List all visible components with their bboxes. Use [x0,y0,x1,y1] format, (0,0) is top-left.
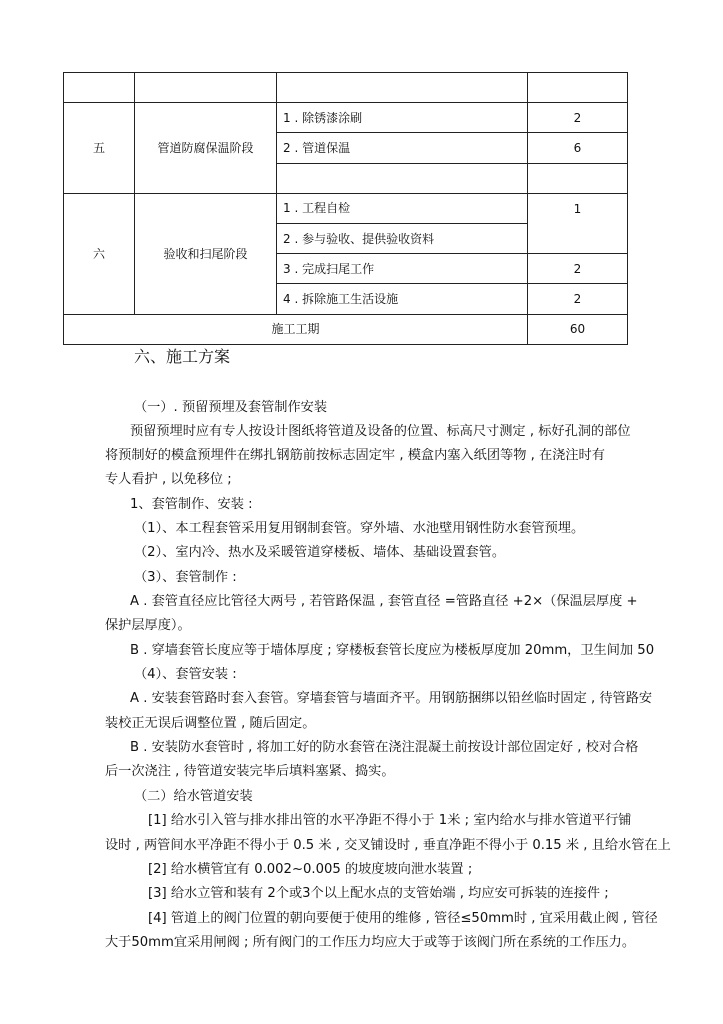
total-days: 60 [528,314,628,344]
paragraph-line: 预留预埋时应有专人按设计图纸将管道及设备的位置、标高尺寸测定 , 标好孔洞的部位 [130,424,631,439]
days-cell: 2 [528,284,628,314]
days-cell: 2 [528,103,628,133]
item-heading: 1、套管制作、安装 : [130,497,253,512]
paragraph-line: B . 穿墙套管长度应等于墙体厚度 ; 穿楼板套管长度应为楼板厚度加 20mm，卫生间加 50 [130,643,655,658]
paragraph-line: 设时 , 两管间水平净距不得小于 0.5 米 , 交叉铺设时 , 垂直净距不得小于 0.15 米 , 且给水管在上 [105,838,671,853]
task-cell: 2 . 管道保温 [277,133,528,163]
subsection-heading: （二）给水管道安装 [134,789,253,804]
task-cell: 1 . 除锈漆涂刷 [277,103,528,133]
section-heading: 六、施工方案 [134,347,231,366]
task-cell: 1 . 工程自检 [277,193,528,223]
table-row [64,314,628,344]
table-row [64,73,628,103]
days-cell: 2 [528,254,628,284]
paragraph-line: 装校正无误后调整位置 , 随后固定。 [105,716,316,731]
paragraph-line: （2）、室内冷、热水及采暖管道穿楼板、墙体、基础设置套管。 [134,545,506,560]
paragraph-line: 将预制好的模盒预埋件在绑扎钢筋前按标志固定牢 , 模盒内塞入纸团等物 , 在浇注时有 [105,448,605,463]
paragraph-line: [2] 给水横管宜有 0.002~0.005 的坡度坡向泄水装置 ; [148,862,473,877]
stage-name: 验收和扫尾阶段 [135,193,277,314]
total-label: 施工工期 [64,314,528,344]
paragraph-line: （1）、本工程套管采用复用钢制套管。穿外墙、水池壁用钢性防水套管预埋。 [134,521,585,536]
paragraph-line: （3）、套管制作 : [134,570,237,585]
paragraph-line: B . 安装防水套管时 , 将加工好的防水套管在浇注混凝土前按设计部位固定好 , 校对合格 [130,740,639,755]
table-row [64,103,628,133]
paragraph-line: 大于50mm宜采用闸阀 ; 所有阀门的工作压力均应大于或等于该阀门所在系统的工作压力。 [105,935,636,950]
stage-number: 六 [64,193,135,314]
days-cell: 1 [528,193,628,253]
paragraph-line: [3] 给水立管和装有 2个或3个以上配水点的支管始端 , 均应安可拆装的连接件 ; [148,886,609,901]
table-cell [135,73,277,103]
paragraph-line: 保护层厚度）。 [105,618,191,633]
stage-number: 五 [64,103,135,194]
construction-schedule-table [63,72,628,345]
paragraph-line: A . 套管直径应比管径大两号 , 若管路保温 , 套管直径 =管路直径 +2×（保温层厚度 + [130,594,638,609]
paragraph-line: 后一次浇注 , 待管道安装完毕后填料塞紧、捣实。 [105,764,395,779]
paragraph-line: 专人看护 , 以免移位 ; [105,472,232,487]
subsection-heading: （一）. 预留预埋及套管制作安装 [134,400,328,415]
table-row [64,193,628,223]
table-cell [277,73,528,103]
days-cell [528,163,628,193]
paragraph-line: （4）、套管安装 : [134,667,237,682]
task-cell: 3 . 完成扫尾工作 [277,254,528,284]
task-cell: 4 . 拆除施工生活设施 [277,284,528,314]
table-cell [528,73,628,103]
days-cell: 6 [528,133,628,163]
task-cell [277,163,528,193]
stage-name: 管道防腐保温阶段 [135,103,277,194]
table-cell [64,73,135,103]
paragraph-line: A . 安装套管路时套入套管。穿墙套管与墙面齐平。用钢筋捆绑以铅丝临时固定 , 待管路安 [130,691,653,706]
paragraph-line: [4] 管道上的阀门位置的朝向要便于使用的维修 , 管径≤50mm时 , 宜采用截止阀 , 管径 [148,911,658,926]
paragraph-line: [1] 给水引入管与排水排出管的水平净距不得小于 1米 ; 室内给水与排水管道平行铺 [148,813,632,828]
task-cell: 2 . 参与验收、提供验收资料 [277,223,528,253]
